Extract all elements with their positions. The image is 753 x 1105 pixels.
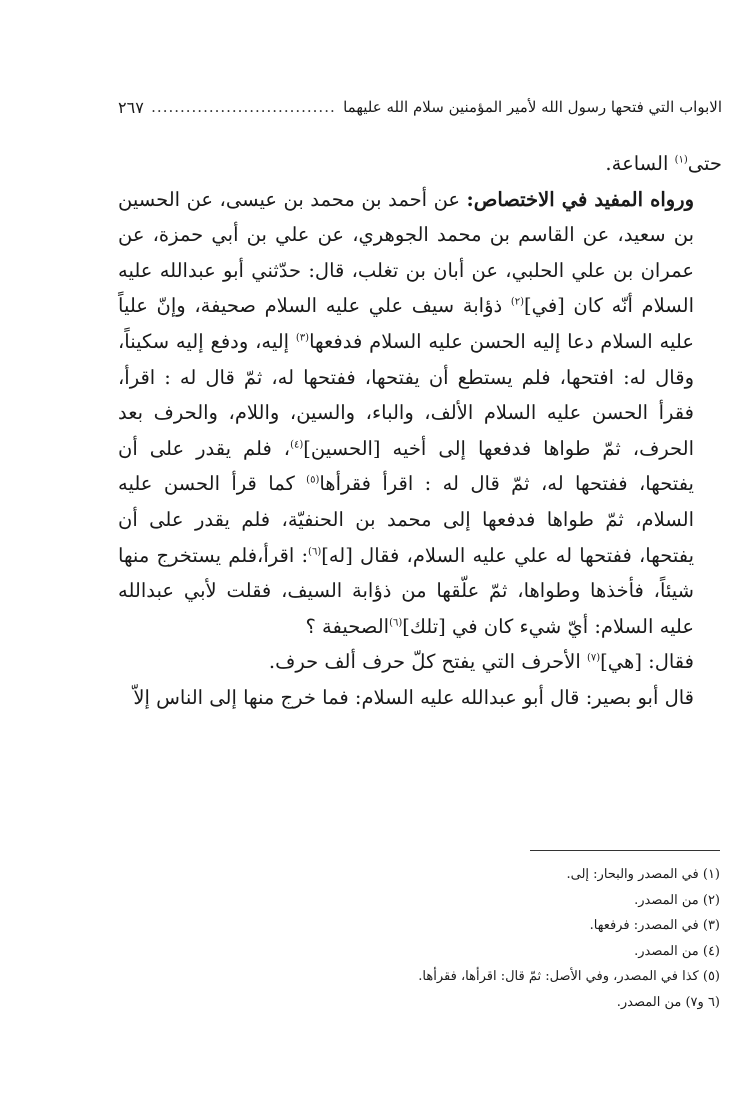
footnote-item: (٢) من المصدر.: [634, 892, 720, 908]
text-span: كما قرأ الحسن عليه السلام، ثمّ طواها فدفعها إلى محمد بن الحنفيّة، فلم يقدر على أن يفتحها، ففتحها له علي عليه السلام، فقال [له]: [118, 472, 695, 567]
footnote-item: (٥) كذا في المصدر، وفي الأصل: ثمّ قال: اقرأها، فقرأها.: [418, 969, 720, 984]
footnote-ref: (٧): [586, 652, 601, 664]
footnote-ref: (٢): [510, 296, 524, 308]
page-number: ٢٦٧: [118, 97, 144, 117]
text-span: حتى: [687, 152, 722, 175]
text-span: إليه، ودفع إليه سكيناً، وقال له: افتحها، فلم يستطع أن يفتحها، ففتحها له، ثمّ قال له : اقرأ، فقرأ الحسن عليه السلام الألف، والباء، والسين، واللام، والحرف بعد الحرف، ثمّ طواها فدفعها إلى أخيه [الحسين]: [118, 329, 694, 460]
text-span: : اقرأ،فلم يستخرج منها شيئاً، فأخذها وطواها، ثمّ علّقها من ذؤابة السيف، فقلت لأبي عبدالله عليه السلام: أيّ شيء كان في [تلك]: [118, 543, 694, 638]
footnote-ref: (١): [674, 154, 688, 166]
footnotes: [200, 862, 720, 1015]
footnote-ref: (٦): [308, 546, 322, 558]
footnote-ref: (٤): [290, 439, 304, 451]
footnote-ref: (٥): [306, 474, 320, 486]
footnote-item: (٦ و٧) من المصدر.: [616, 994, 720, 1010]
header-leader-dots: ................................: [151, 98, 336, 116]
text-span: الساعة.: [605, 152, 675, 175]
text-span: الصحيفة ؟: [305, 614, 390, 638]
header-title: الابواب التي فتحها رسول الله لأمير المؤمنين سلام الله عليهما: [343, 98, 722, 116]
text-span: عن أحمد بن محمد بن عيسى، عن الحسين بن سعيد، عن القاسم بن محمد الجوهري، عن علي بن أبي حمزة، عن عمران بن علي الحلبي، عن أبان بن تغلب، قال: حدّثني أبو عبدالله عليه السلام أنّه كان [في]: [118, 187, 694, 318]
footnote-item: (٣) في المصدر: فرفعها.: [589, 918, 720, 933]
footnote-ref: (٣): [295, 332, 310, 344]
paragraph-3: [118, 644, 722, 680]
paragraph-1: [118, 146, 722, 182]
footnote-separator: [530, 850, 720, 851]
paragraph-4: [118, 680, 722, 716]
text-span: ذؤابة سيف علي عليه السلام صحيفة، وإنّ علياً عليه السلام دعا إليه الحسن عليه السلام فدفعها: [118, 294, 694, 353]
paragraph-2: [118, 182, 722, 645]
text-span: قال أبو بصير: قال أبو عبدالله عليه السلام: فما خرج منها إلى الناس إلاّ: [133, 685, 694, 709]
paragraph-lead: ورواه المفيد في الاختصاص:: [466, 187, 694, 211]
text-span: فقال: [هي]: [600, 650, 694, 674]
text-span: الأحرف التي يفتح كلّ حرف ألف حرف.: [268, 650, 587, 674]
text-span: ، فلم يقدر على أن يفتحها، ففتحها له، ثمّ قال له : اقرأ فقرأها: [118, 436, 694, 496]
footnote-item: (١) في المصدر والبحار: إلى.: [566, 867, 720, 882]
main-text: [118, 146, 722, 716]
footnote-ref: (٦): [389, 617, 403, 629]
footnote-item: (٤) من المصدر.: [634, 943, 720, 959]
running-header: [118, 92, 722, 122]
